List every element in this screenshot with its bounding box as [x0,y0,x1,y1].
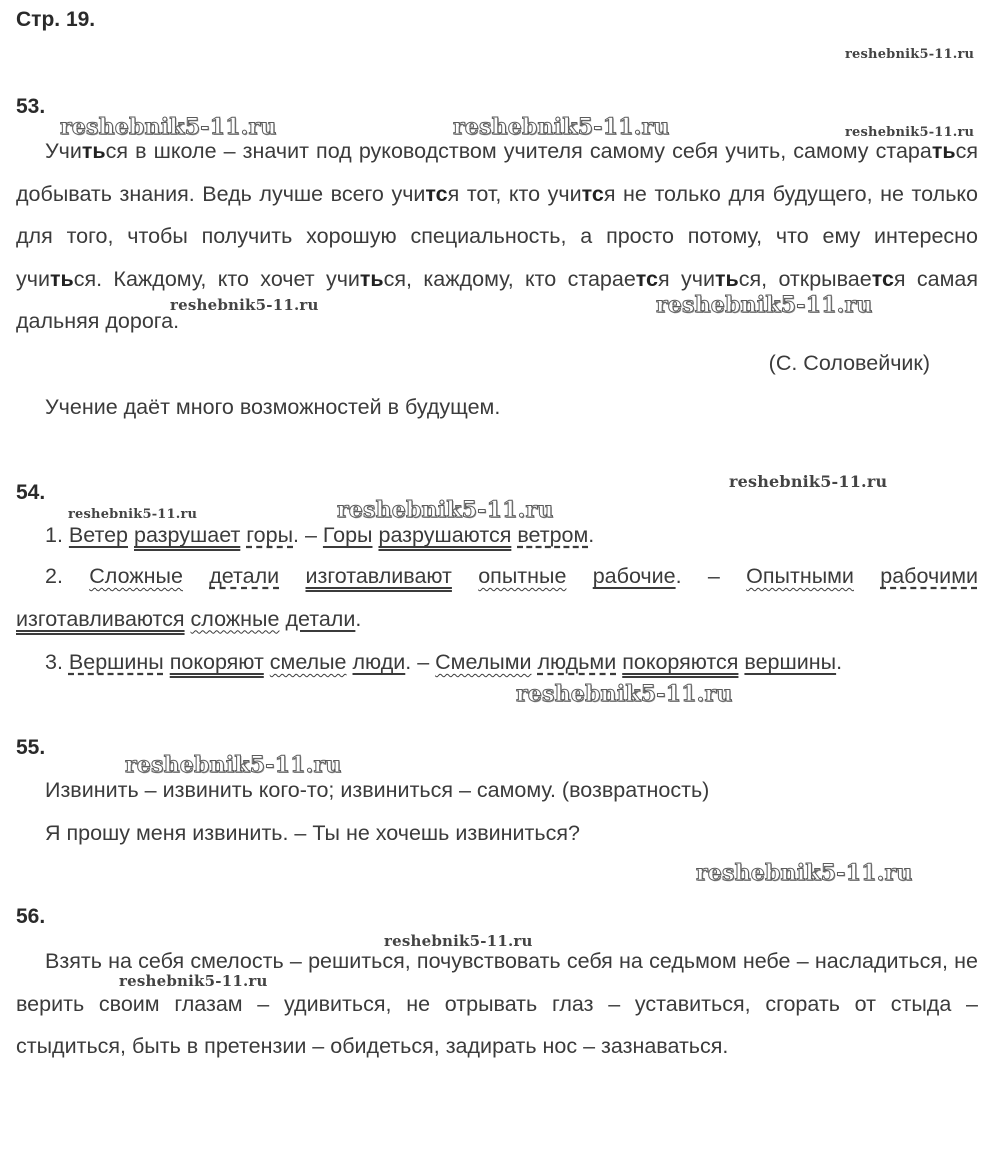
highlighted-suffix: тс [581,181,604,206]
object-word: рабочими [880,564,978,588]
highlighted-suffix: тс [425,181,448,206]
predicate-word: разрушает [134,523,241,547]
sentence-1 [45,520,594,550]
page-label: Стр. 19. [16,8,96,31]
watermark: reshebnik5-11.ru [696,860,913,886]
object-word: ветром [517,523,589,547]
exercise-56-number: 56. [16,905,46,928]
text-fragment [279,564,305,588]
watermark: reshebnik5-11.ru [516,681,733,707]
predicate-word: изготавливаются [16,606,185,631]
highlighted-suffix: ть [49,266,74,291]
exercise-55-line-2: Я прошу меня извинить. – Ты не хочешь извиниться? [45,821,580,845]
attribute-word: сложные [190,606,280,631]
sentence-3 [45,647,842,677]
watermark: reshebnik5-11.ru [60,114,277,140]
subject-word: вершины [744,650,837,674]
predicate-word: покоряют [169,650,264,674]
predicate-word: покоряются [622,650,739,674]
text-fragment: ся. Каждому, кто хочет учи [73,266,360,291]
text-fragment: ся, открывае [738,266,872,291]
object-word: детали [209,564,280,588]
text-fragment: . – [293,523,323,547]
text-fragment: я самая дальняя дорога. [16,266,979,333]
text-fragment [566,564,592,588]
object-word: людьми [537,650,617,674]
exercise-55-line-1: Извинить – извинить кого-то; извиниться – самому. (возвратность) [45,778,710,802]
text-fragment [183,564,209,588]
object-word: Вершины [68,650,164,674]
subject-word: Ветер [68,523,129,547]
predicate-word: разрушаются [378,523,512,547]
highlighted-suffix: ть [714,266,739,291]
watermark: reshebnik5-11.ru [337,497,554,523]
text-fragment: я не только для будущего, не только для того, чтобы получить хорошую специальность, а просто потому, что ему интересно учи [16,181,978,291]
exercise-54-number: 54. [16,481,46,504]
quote-author: (С. Соловейчик) [768,351,930,375]
watermark: reshebnik5-11.ru [68,507,198,522]
watermark: reshebnik5-11.ru [453,114,670,140]
text-fragment: . – [405,650,436,674]
watermark: reshebnik5-11.ru [170,296,319,314]
watermark: reshebnik5-11.ru [119,972,268,990]
text-fragment: Учи [45,139,82,163]
exercise-53-conclusion: Учение даёт много возможностей в будущем. [45,395,501,419]
text-fragment: я учи [658,266,715,291]
attribute-word: Смелыми [435,650,532,674]
text-fragment: . [355,606,362,631]
highlighted-suffix: ть [931,139,956,163]
text-fragment [854,564,880,588]
highlighted-suffix: ть [81,139,106,163]
predicate-word: изготавливают [305,564,452,588]
highlighted-suffix: тс [635,266,659,291]
exercise-53-number: 53. [16,95,46,118]
watermark: reshebnik5-11.ru [845,125,975,140]
attribute-word: смелые [269,650,347,674]
text-fragment: 1. [45,523,69,547]
watermark: reshebnik5-11.ru [384,932,533,950]
watermark: reshebnik5-11.ru [656,292,873,318]
highlighted-suffix: ть [359,266,384,291]
subject-word: люди [352,650,406,674]
exercise-56-text: Взять на себя смелость – решиться, почувствовать себя на седьмом небе – насладиться, не верить своим глазам – удивиться, не отрывать глаз – уставиться, сгорать от стыда – стыдиться, быть в претензии – обидеться, задирать нос – зазнаваться. [16,949,978,1058]
text-fragment: я тот, кто учи [447,181,582,206]
text-fragment: ся в школе – значит под руководством учителя самому себя учить, самому стара [105,139,932,163]
attribute-word: опытные [478,564,567,588]
watermark: reshebnik5-11.ru [729,472,888,491]
text-fragment: . – [675,564,747,588]
attribute-word: Опытными [746,564,854,588]
highlighted-suffix: тс [871,266,894,291]
text-fragment: ся добывать знания. Ведь лучше всего учи [16,139,978,206]
subject-word: Горы [322,523,373,547]
text-fragment [452,564,478,588]
text-fragment: 2. [45,564,90,588]
sentence-2 [16,555,978,640]
text-fragment: ся, каждому, кто старае [383,266,636,291]
subject-word: рабочие [592,564,676,588]
text-fragment: 3. [45,650,69,674]
watermark: reshebnik5-11.ru [125,752,342,778]
text-fragment: . [588,523,595,547]
subject-word: детали [285,606,356,631]
text-fragment: . [836,650,843,674]
attribute-word: Сложные [89,564,183,588]
watermark: reshebnik5-11.ru [845,47,975,62]
object-word: горы [246,523,294,547]
exercise-55-number: 55. [16,736,46,759]
